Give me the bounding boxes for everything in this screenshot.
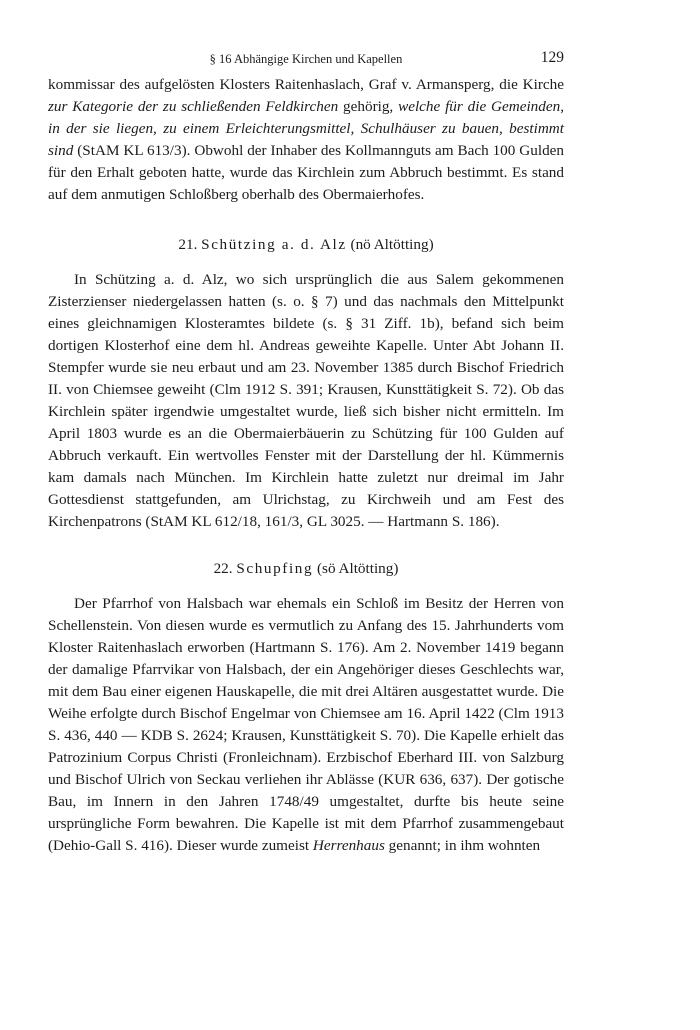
text-run: kommissar des aufgelösten Klosters Raitenhaslach, Graf v. Armansperg, die Kirche [48, 76, 564, 93]
section-place-name: Schupfing [236, 560, 314, 577]
section-place-name: Schützing a. d. Alz [201, 236, 347, 253]
section-number: 22. [213, 560, 233, 577]
text-run: gehörig, [338, 98, 399, 115]
section-qualifier: (nö Altötting) [350, 236, 434, 253]
text-run: genannt; in ihm wohnten [384, 837, 541, 854]
italic-phrase: zur Kategorie der zu schließenden Feldkirchen [48, 98, 339, 115]
running-head-title: § 16 Abhängige Kirchen und Kapellen [209, 52, 403, 66]
text-run: Der Pfarrhof von Halsbach war ehemals ein Schloß im Besitz der Herren von Schellenstein. Von diesen wurde es vermutlich zu Anfang des 15. Jahrhunderts vom Kloster Raitenhaslach erworben (Hartmann S. 176). Am 2. November 1419 begann der damalige Pfarrvikar von Halsbach, der ein Angehöriger dieses Geschlechts war, mit dem Bau einer eigenen Hauskapelle, die mit drei Altären ausgestattet wurde. Die Weihe erfolgte durch Bischof Engelmar von Chiemsee am 16. April 1422 (Clm 1913 S. 436, 440 — KDB S. 2624; Krausen, Kunsttätigkeit S. 70). Die Kapelle erhielt das Patrozinium Corpus Christi (Fronleichnam). Erzbischof Eberhard III. von Salzburg und Bischof Ulrich von Seckau verliehen ihr Ablässe (KUR 636, 637). Der gotische Bau, im Innern in den Jahren 1748/49 umgestaltet, durfte bis heute seine ursprüngliche Form bewahren. Die Kapelle ist mit dem Pfarrhof zusammengebaut (Dehio-Gall S. 416). Dieser wurde zumeist [48, 595, 564, 854]
italic-phrase: Herrenhaus [312, 837, 385, 854]
italic-phrase: welche für die Gemeinden, in der sie liegen, zu einem Erleichterungsmittel, Schulhäuser zu bauen, bestimmt sind [48, 98, 564, 159]
page-number: 129 [540, 49, 564, 66]
paragraph-schuetzing [48, 269, 564, 533]
section-heading-22 [48, 558, 564, 580]
text-run: (StAM KL 613/3). Obwohl der Inhaber des Kollmannguts am Bach 100 Gulden für den Erhalt geboten hatte, wurde das Kirchlein zum Abbruch bestimmt. Es stand auf dem anmutigen Schloßberg oberhalb des Obermaierhofes. [48, 142, 564, 203]
section-number: 21. [178, 236, 198, 253]
section-qualifier: (sö Altötting) [316, 560, 399, 577]
paragraph-schupfing [48, 593, 564, 857]
running-head [48, 49, 564, 74]
section-heading-21 [48, 234, 564, 256]
book-page [48, 49, 564, 857]
paragraph-continued [48, 74, 564, 206]
text-run: In Schützing a. d. Alz, wo sich ursprünglich die aus Salem gekommenen Zisterzienser niedergelassen hatten (s. o. § 7) und das nachmals den Mittelpunkt eines gleichnamigen Klosteramtes bildete (s. § 31 Ziff. 1b), befand sich beim dortigen Klosterhof eine dem hl. Andreas geweihte Kapelle. Unter Abt Johann II. Stempfer wurde sie neu erbaut und am 23. November 1385 durch Bischof Friedrich II. von Chiemsee geweiht (Clm 1912 S. 391; Krausen, Kunsttätigkeit S. 72). Ob das Kirchlein später irgendwie umgestaltet wurde, ließ sich bisher nicht ermitteln. Im April 1803 wurde es an die Obermaierbäuerin zu Schützing für 100 Gulden auf Abbruch verkauft. Ein wertvolles Fenster mit der Darstellung der hl. Kümmernis kam damals nach München. Im Kirchlein hatte zuletzt nur dreimal im Jahr Gottesdienst stattgefunden, am Ulrichstag, zu Kirchweih und am Fest des Kirchenpatrons (StAM KL 612/18, 161/3, GL 3025. — Hartmann S. 186). [48, 271, 564, 530]
